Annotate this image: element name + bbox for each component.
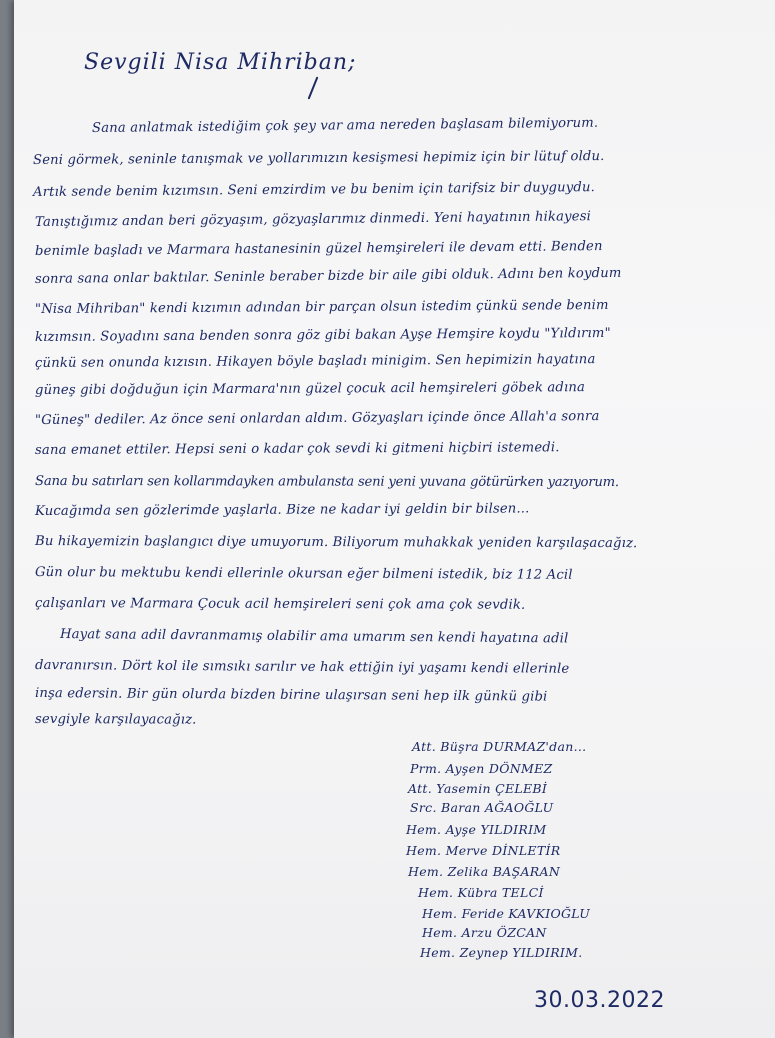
- signature-2: Prm. Ayşen DÖNMEZ: [410, 761, 553, 776]
- letter-line-13: Sana bu satırları sen kollarımdayken ambulansta seni yeni yuvana götürürken yazıyorum.: [34, 474, 619, 491]
- signature-5: Hem. Ayşe YILDIRIM: [406, 822, 547, 837]
- letter-line-16: Gün olur bu mektubu kendi ellerinle okursan eğer bilmeni istedik, biz 112 Acil: [34, 565, 573, 583]
- letter-line-5: benimle başladı ve Marmara hastanesinin güzel hemşireleri ile devam etti. Benden: [34, 239, 603, 259]
- letter-line-14: Kucağımda sen gözlerimde yaşlarla. Bize ne kadar iyi geldin bir bilsen...: [34, 501, 530, 519]
- signature-8: Hem. Kübra TELCİ: [418, 885, 544, 900]
- letter-page: [14, 0, 775, 1038]
- letter-line-2: Seni görmek, seninle tanışmak ve yollarımızın kesişmesi hepimiz için bir lütuf oldu.: [32, 149, 605, 168]
- letter-line-19: davranırsın. Dört kol ile sımsıkı sarılır ve hak ettiğin iyi yaşamı kendi ellerinle: [34, 658, 570, 677]
- letter-line-18: Hayat sana adil davranmamış olabilir ama umarım sen kendi hayatına adil: [59, 627, 569, 647]
- letter-line-6: sonra sana onlar baktılar. Seninle beraber bizde bir aile gibi olduk. Adını ben koydum: [34, 265, 622, 287]
- signature-9: Hem. Feride KAVKIOĞLU: [422, 906, 591, 921]
- letter-line-10: güneş gibi doğduğun için Marmara'nın güzel çocuk acil hemşireleri göbek adına: [34, 380, 586, 398]
- letter-line-20: inşa edersin. Bir gün olurda bizden birine ulaşırsan seni hep ilk günkü gibi: [34, 686, 548, 705]
- letter-line-12: sana emanet ettiler. Hepsi seni o kadar çok sevdi ki gitmeni hiçbiri istemedi.: [34, 440, 560, 458]
- letter-line-7: "Nisa Mihriban" kendi kızımın adından bir parçan olsun istedim çünkü sende benim: [34, 297, 609, 317]
- letter-line-4: Tanıştığımız andan beri gözyaşım, gözyaşlarımız dinmedi. Yeni hayatının hikayesi: [34, 209, 592, 230]
- letter-line-11: "Güneş" dediler. Az önce seni onlardan aldım. Gözyaşları içinde önce Allah'a sonra: [34, 409, 600, 428]
- letter-greeting: Sevgili Nisa Mihriban;: [84, 50, 357, 75]
- greeting-stroke-mark: [308, 76, 319, 99]
- signature-3: Att. Yasemin ÇELEBİ: [408, 781, 548, 796]
- signature-7: Hem. Zelika BAŞARAN: [408, 864, 561, 879]
- letter-line-8: kızımsın. Soyadını sana benden sonra göz gibi bakan Ayşe Hemşire koydu "Yıldırım": [34, 325, 611, 345]
- letter-line-17: çalışanları ve Marmara Çocuk acil hemşireleri seni çok ama çok sevdik.: [34, 596, 526, 613]
- signature-6: Hem. Merve DİNLETİR: [406, 843, 561, 858]
- letter-line-21: sevgiyle karşılayacağız.: [34, 712, 197, 728]
- letter-line-3: Artık sende benim kızımsın. Seni emzirdim ve bu benim için tarifsiz bir duyguydu.: [32, 180, 595, 200]
- letter-line-15: Bu hikayemizin başlangıcı diye umuyorum. Biliyorum muhakkak yeniden karşılaşacağız.: [34, 534, 638, 552]
- letter-date: 30.03.2022: [534, 988, 665, 1013]
- signature-4: Src. Baran AĞAOĞLU: [410, 800, 554, 815]
- signature-1: Att. Büşra DURMAZ'dan...: [412, 739, 587, 754]
- signature-11: Hem. Zeynep YILDIRIM.: [420, 945, 583, 960]
- signature-10: Hem. Arzu ÖZCAN: [422, 925, 547, 940]
- letter-line-9: çünkü sen onunda kızısın. Hikayen böyle başladı minigim. Sen hepimizin hayatına: [34, 352, 596, 371]
- letter-line-1: Sana anlatmak istediğim çok şey var ama nereden başlasam bilemiyorum.: [91, 115, 599, 136]
